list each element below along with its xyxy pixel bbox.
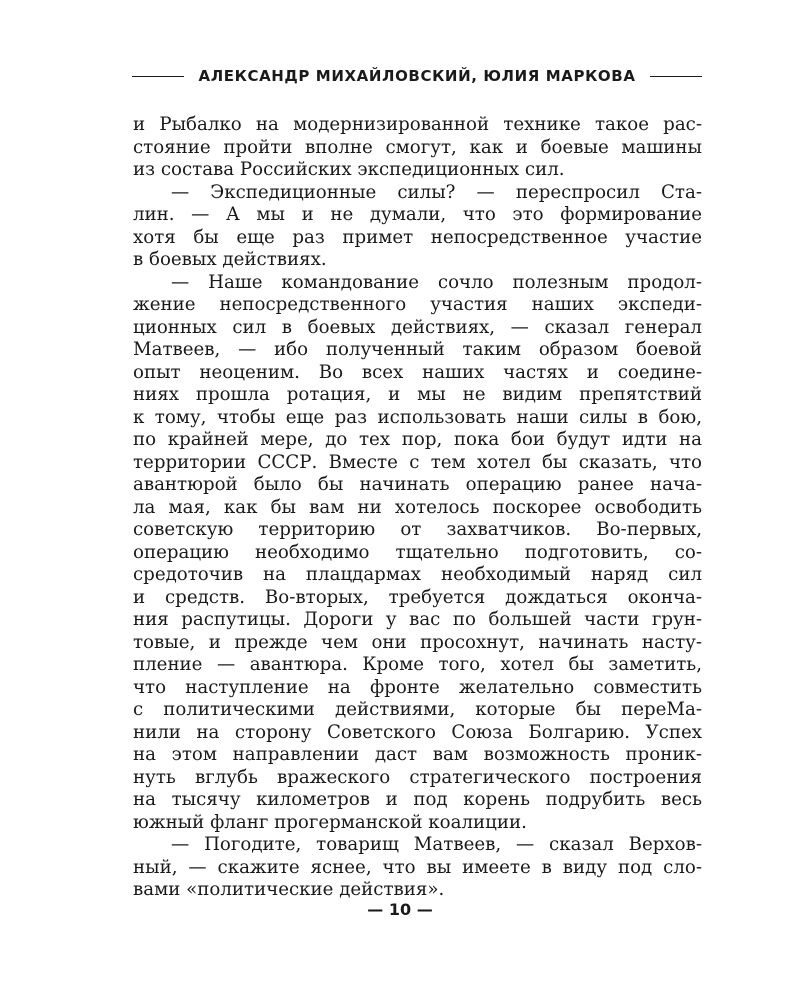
- text-line: ный, — скажите яснее, что вы имеете в виду под сло-: [133, 856, 702, 878]
- text-line: — Экспедиционные силы? — переспросил Ста-: [171, 181, 702, 203]
- running-header: [132, 64, 702, 88]
- header-authors: АЛЕКСАНДР МИХАЙЛОВСКИЙ, ЮЛИЯ МАРКОВА: [198, 67, 636, 85]
- text-line: советскую территорию от захватчиков. Во-первых,: [133, 519, 702, 540]
- text-line: что наступление на фронте желательно совместить: [133, 676, 702, 698]
- text-line: нили на сторону Советского Союза Болгарию. Успех: [133, 721, 702, 743]
- text-line: операцию необходимо тщательно подготовить, со-: [133, 541, 702, 563]
- text-line: на этом направлении даст вам возможность проник-: [133, 744, 702, 765]
- text-line: хотя бы еще раз примет непосредственное участие: [133, 226, 702, 248]
- text-line: лин. — А мы и не думали, что это формирование: [133, 204, 702, 225]
- text-line: авантюрой было бы начинать операцию ранее нача-: [133, 474, 702, 495]
- text-line: из состава Российских экспедиционных сил.: [133, 159, 565, 180]
- text-line: с политическими действиями, которые бы переМа-: [133, 699, 702, 720]
- text-line: ния распутицы. Дороги у вас по большей части грун-: [133, 609, 702, 630]
- body-text: [133, 114, 702, 902]
- text-line: по крайней мере, до тех пор, пока бои будут идти на: [133, 429, 702, 450]
- text-line: ниях прошла ротация, и мы не видим препятствий: [133, 384, 702, 405]
- header-rule-left: [132, 76, 184, 77]
- text-line: стояние пройти вполне смогут, как и боевые машины: [133, 136, 702, 158]
- text-line: средоточив на плацдармах необходимый наряд сил: [133, 564, 702, 585]
- text-line: к тому, чтобы еще раз использовать наши силы в бою,: [133, 406, 702, 428]
- text-line: Матвеев, — ибо полученный таким образом боевой: [133, 339, 702, 360]
- header-rule-right: [650, 76, 702, 77]
- text-line: — Наше командование сочло полезным продол-: [171, 271, 702, 293]
- text-line: и средств. Во-вторых, требуется дождаться оконча-: [133, 586, 702, 608]
- text-line: ционных сил в боевых действиях, — сказал генерал: [133, 316, 702, 338]
- text-line: территории СССР. Вместе с тем хотел бы сказать, что: [133, 451, 702, 473]
- text-line: нуть вглубь вражеского стратегического построения: [133, 766, 702, 788]
- text-line: в боевых действиях.: [133, 249, 327, 270]
- text-line: и Рыбалко на модернизированной технике такое рас-: [133, 114, 702, 135]
- text-line: жение непосредственного участия наших экспеди-: [133, 294, 702, 315]
- text-line: опыт неоценим. Во всех наших частях и соедине-: [133, 361, 702, 383]
- text-line: — Погодите, товарищ Матвеев, — сказал Верхов-: [171, 834, 702, 855]
- text-line: товые, и прежде чем они просохнут, начинать насту-: [133, 631, 702, 653]
- text-line: на тысячу километров и под корень подрубить весь: [133, 789, 702, 810]
- text-line: пление — авантюра. Кроме того, хотел бы заметить,: [133, 654, 702, 675]
- text-line: южный фланг прогерманской коалиции.: [133, 811, 527, 833]
- text-line: ла мая, как бы вам ни хотелось поскорее освободить: [133, 496, 702, 518]
- text-line: вами «политические действия».: [133, 879, 445, 900]
- page-number: — 10 —: [367, 900, 433, 919]
